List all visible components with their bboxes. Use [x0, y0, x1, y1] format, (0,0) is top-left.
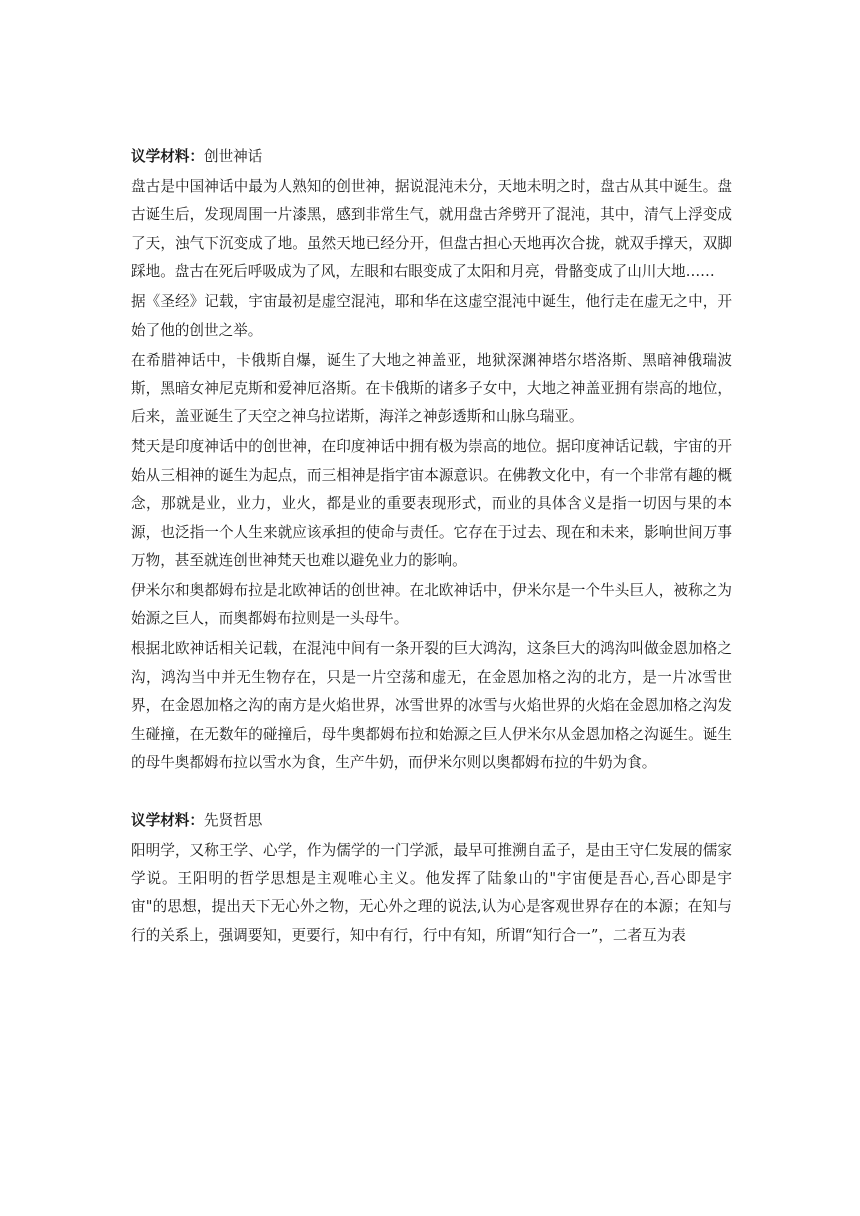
- heading-label: 议学材料：: [131, 148, 204, 165]
- section-creation-myths: [131, 143, 732, 778]
- section-sage-thoughts: [131, 807, 732, 951]
- document-page: [131, 143, 732, 952]
- paragraph-brahma: 梵天是印度神话中的创世神，在印度神话中拥有极为崇高的地位。据印度神话记载，宇宙的开始从三相神的诞生为起点，而三相神是指宇宙本源意识。在佛教文化中，有一个非常有趣的概念，那就是业，业力，业火，都是业的重要表现形式，而业的具体含义是指一切因与果的本源，也泛指一个人生来就应该承担的使命与责任。它存在于过去、现在和未来，影响世间万事万物，甚至就连创世神梵天也难以避免业力的影响。: [131, 438, 732, 570]
- section-heading: [131, 143, 732, 171]
- paragraph-bible: 据《圣经》记载，宇宙最初是虚空混沌，耶和华在这虚空混沌中诞生，他行走在虚无之中，开始了他的创世之举。: [131, 293, 732, 339]
- heading-title: 先贤哲思: [203, 811, 263, 829]
- heading-label: 议学材料：: [131, 811, 204, 829]
- paragraph-yangming: 阳明学，又称王学、心学，作为儒学的一门学派，最早可推溯自孟子，是由王守仁发展的儒家学说。王阳明的哲学思想是主观唯心主义。他发挥了陆象山的"宇宙便是吾心,吾心即是宇宙"的思想，提出天下无心外之物，无心外之理的说法,认为心是客观世界存在的本源；在知与行的关系上，强调要知，更要行，知中有行，行中有知，所谓“知行合一”，二者互为表: [131, 841, 732, 944]
- paragraph-pangu: 盘古是中国神话中最为人熟知的创世神，据说混沌未分，天地未明之时，盘古从其中诞生。盘古诞生后，发现周围一片漆黑，感到非常生气，就用盘古斧劈开了混沌，其中，清气上浮变成了天，浊气下沉变成了地。虽然天地已经分开，但盘古担心天地再次合拢，就双手撑天，双脚踩地。盘古在死后呼吸成为了风，左眼和右眼变成了太阳和月亮，骨骼变成了山川大地……: [131, 178, 732, 281]
- paragraph-greek: 在希腊神话中，卡俄斯自爆，诞生了大地之神盖亚，地狱深渊神塔尔塔洛斯、黑暗神俄瑞波斯，黑暗女神尼克斯和爱神厄洛斯。在卡俄斯的诸多子女中，大地之神盖亚拥有崇高的地位，后来，盖亚诞生了天空之神乌拉诺斯，海洋之神彭透斯和山脉乌瑞亚。: [131, 351, 732, 426]
- paragraph-ymir-intro: 伊米尔和奥都姆布拉是北欧神话的创世神。在北欧神话中，伊米尔是一个牛头巨人，被称之为始源之巨人，而奥都姆布拉则是一头母牛。: [131, 582, 732, 628]
- heading-title: 创世神话: [203, 148, 263, 165]
- section-heading: [131, 807, 732, 835]
- paragraph-ginnungagap: 根据北欧神话相关记载，在混沌中间有一条开裂的巨大鸿沟，这条巨大的鸿沟叫做金恩加格之沟，鸿沟当中并无生物存在，只是一片空荡和虚无，在金恩加格之沟的北方，是一片冰雪世界，在金恩加格之沟的南方是火焰世界，冰雪世界的冰雪与火焰世界的火焰在金恩加格之沟发生碰撞，在无数年的碰撞后，母牛奥都姆布拉和始源之巨人伊米尔从金恩加格之沟诞生。诞生的母牛奥都姆布拉以雪水为食，生产牛奶，而伊米尔则以奥都姆布拉的牛奶为食。: [131, 640, 732, 772]
